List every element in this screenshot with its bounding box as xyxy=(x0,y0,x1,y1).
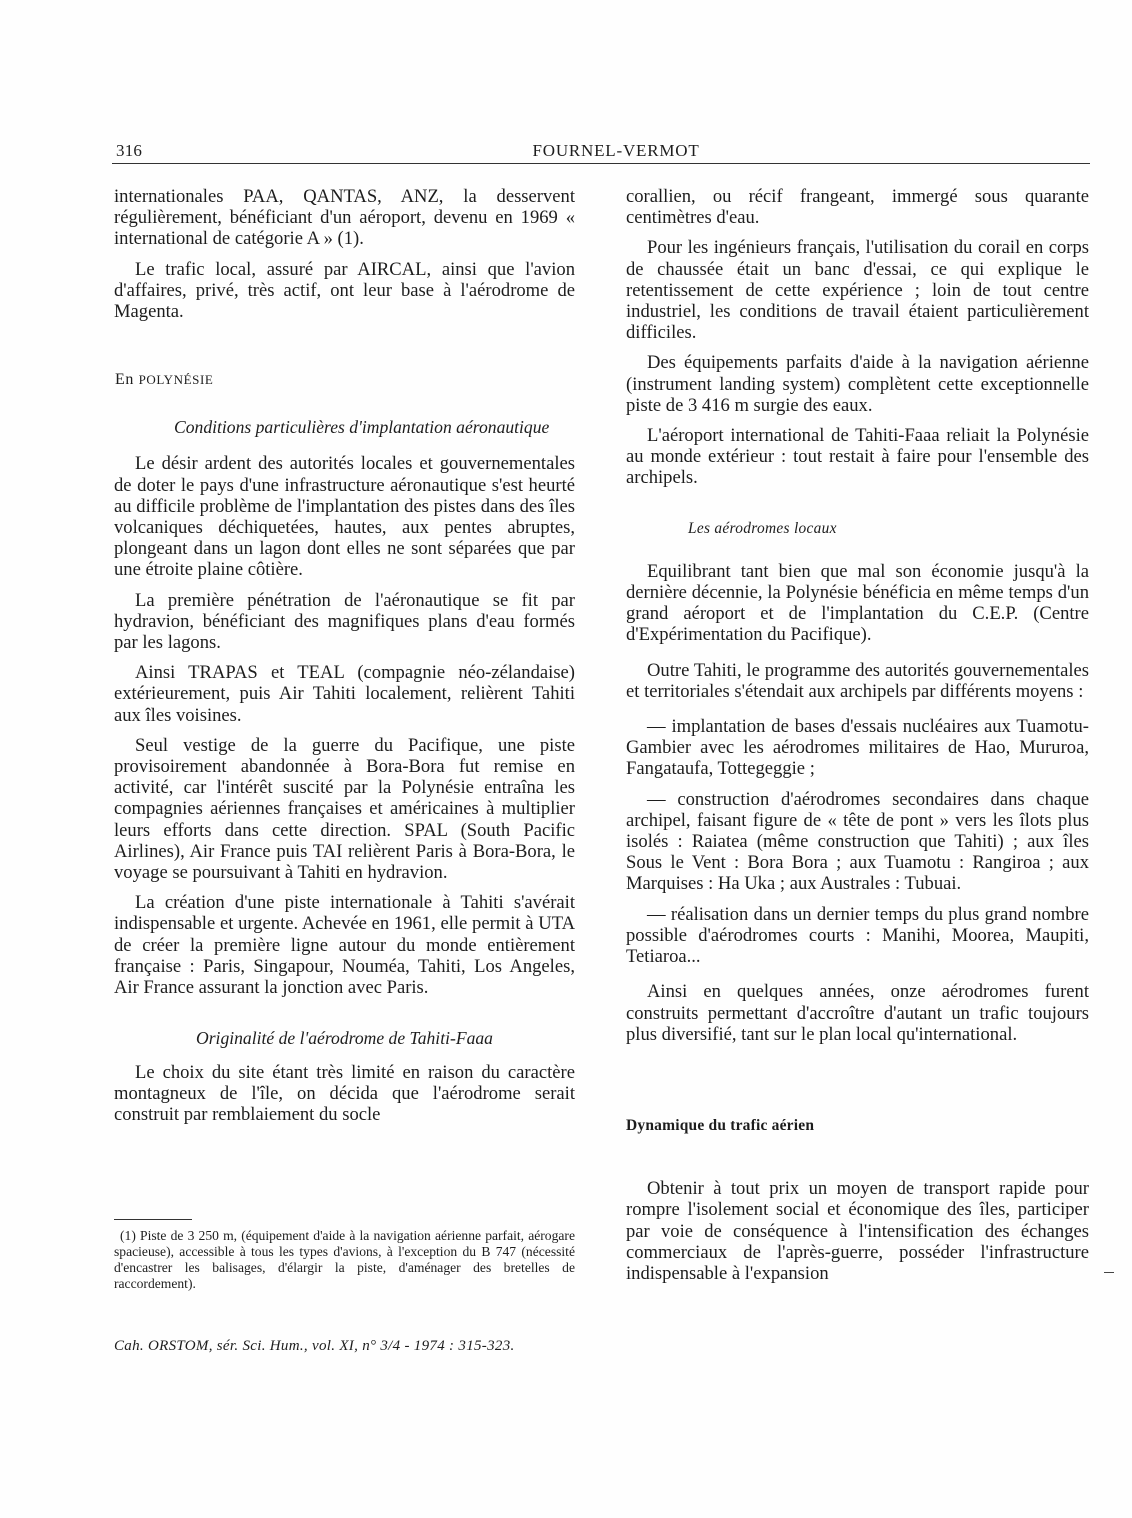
paragraph: La première pénétration de l'aéronautique se fit par hydravion, bénéficiant des magnifiques plans d'eau formés par les lagons. xyxy=(114,589,575,654)
journal-citation: Cah. ORSTOM, sér. Sci. Hum., vol. XI, n° 3/4 - 1974 : 315-323. xyxy=(114,1338,515,1354)
paragraph: corallien, ou récif frangeant, immergé sous quarante centimètres d'eau. xyxy=(626,186,1089,229)
right-column xyxy=(626,186,1089,1293)
subheading: Originalité de l'aérodrome de Tahiti-Faaa xyxy=(196,1028,493,1049)
paragraph: L'aéroport international de Tahiti-Faaa reliait la Polynésie au monde extérieur : tout restait à faire pour l'ensemble des archipels. xyxy=(626,425,1089,489)
page-header xyxy=(112,141,1090,165)
paragraph: — réalisation dans un dernier temps du plus grand nombre possible d'aérodromes courts : Manihi, Moorea, Maupiti, Tetiaroa... xyxy=(626,903,1089,968)
paragraph: Equilibrant tant bien que mal son économie jusqu'à la dernière décennie, la Polynésie bénéficia en même temps d'un grand aéroport et de l'implantation du C.E.P. (Centre d'Expérimentation du Pacifique). xyxy=(626,560,1089,646)
paragraph: La création d'une piste internationale à Tahiti s'avérait indispensable et urgente. Achevée en 1961, elle permit à UTA de créer la première ligne autour du monde entièrement française : Paris, Singapour, Nouméa, Tahiti, Los Angeles, Air France assurant la jonction avec Paris. xyxy=(114,892,575,999)
paragraph: — implantation de bases d'essais nucléaires aux Tuamotu-Gambier avec les aérodromes militaires de Hao, Mururoa, Fangataufa, Tottegeggie ; xyxy=(626,716,1089,780)
section-heading-word: POLYNÉSIE xyxy=(138,372,214,388)
paragraph: Le choix du site étant très limité en raison du caractère montagneux de l'île, on décida que l'aérodrome serait construit par remblaiement du socle xyxy=(114,1061,575,1125)
paragraph: Outre Tahiti, le programme des autorités gouvernementales et territoriales s'étendait aux archipels par différents moyens : xyxy=(626,659,1089,702)
section-heading xyxy=(115,369,575,390)
paragraph: Ainsi en quelques années, onze aérodromes furent construits permettant d'accroître d'autant un trafic toujours plus diversifié, tant sur le plan local qu'international. xyxy=(626,981,1089,1045)
subheading: Les aérodromes locaux xyxy=(688,519,837,537)
margin-mark xyxy=(1104,1272,1114,1273)
section-heading-bold: Dynamique du trafic aérien xyxy=(626,1116,815,1134)
left-column xyxy=(114,186,575,1134)
section-heading-word: En xyxy=(115,371,134,389)
paragraph: — construction d'aérodromes secondaires dans chaque archipel, faisant figure de « tête de pont » vers les îlots plus isolés : Raiatea (même construction que Tahiti) ; aux îles Sous le Vent : Bora Bora ; aux Tuamotu : Rangiroa ; aux Marquises : Ha Uka ; aux Australes : Tubuai. xyxy=(626,788,1089,895)
header-rule xyxy=(112,163,1090,164)
paragraph: Le désir ardent des autorités locales et gouvernementales de doter le pays d'une infrastructure aéronautique s'est heurté au difficile problème de l'implantation des pistes dans des îles volcaniques déchiquetées, hautes, aux pentes abruptes, plongeant dans un lagon dont elles ne sont séparées que par une étroite plaine côtière. xyxy=(114,453,575,581)
paragraph: Pour les ingénieurs français, l'utilisation du corail en corps de chaussée était un banc d'essai, ce qui explique le retentissement de cette expérience ; loin de tout centre industriel, les conditions de travail étaient particulièrement difficiles. xyxy=(626,237,1089,344)
footnote: (1) Piste de 3 250 m, (équipement d'aide à la navigation aérienne parfait, aérogare spacieuse), accessible à tous les types d'avions, à l'exception du B 747 (nécessité d'encastrer les balisages, d'élargir la piste, d'aménager des bretelles de raccordement). xyxy=(114,1228,575,1291)
running-title: FOURNEL-VERMOT xyxy=(532,141,700,160)
page-number: 316 xyxy=(116,141,143,160)
subheading: Conditions particulières d'implantation aéronautique xyxy=(174,417,550,438)
paragraph: Obtenir à tout prix un moyen de transport rapide pour rompre l'isolement social et économique des îles, participer par voie de conséquence à l'intensification des échanges commerciaux de l'après-guerre, posséder l'infrastructure indispensable à l'expansion xyxy=(626,1178,1089,1284)
paragraph: Des équipements parfaits d'aide à la navigation aérienne (instrument landing system) complètent cette exceptionnelle piste de 3 416 m surgie des eaux. xyxy=(626,352,1089,416)
paragraph: Ainsi TRAPAS et TEAL (compagnie néo-zélandaise) extérieurement, puis Air Tahiti localement, relièrent Tahiti aux îles voisines. xyxy=(114,662,575,726)
paragraph: Seul vestige de la guerre du Pacifique, une piste provisoirement abandonnée à Bora-Bora fut remise en activité, car l'intérêt suscité par la Polynésie entraîna les compagnies aériennes françaises et américaines à multiplier leurs efforts dans cette direction. SPAL (South Pacific Airlines), Air France puis TAI relièrent Paris à Bora-Bora, le voyage se poursuivant à Tahiti en hydravion. xyxy=(114,734,575,884)
paragraph: internationales PAA, QANTAS, ANZ, la desservent régulièrement, bénéficiant d'un aéroport, devenu en 1969 « international de catégorie A » (1). xyxy=(114,186,575,250)
footnote-rule xyxy=(114,1219,192,1220)
paragraph: Le trafic local, assuré par AIRCAL, ainsi que l'avion d'affaires, privé, très actif, ont leur base à l'aérodrome de Magenta. xyxy=(114,258,575,323)
